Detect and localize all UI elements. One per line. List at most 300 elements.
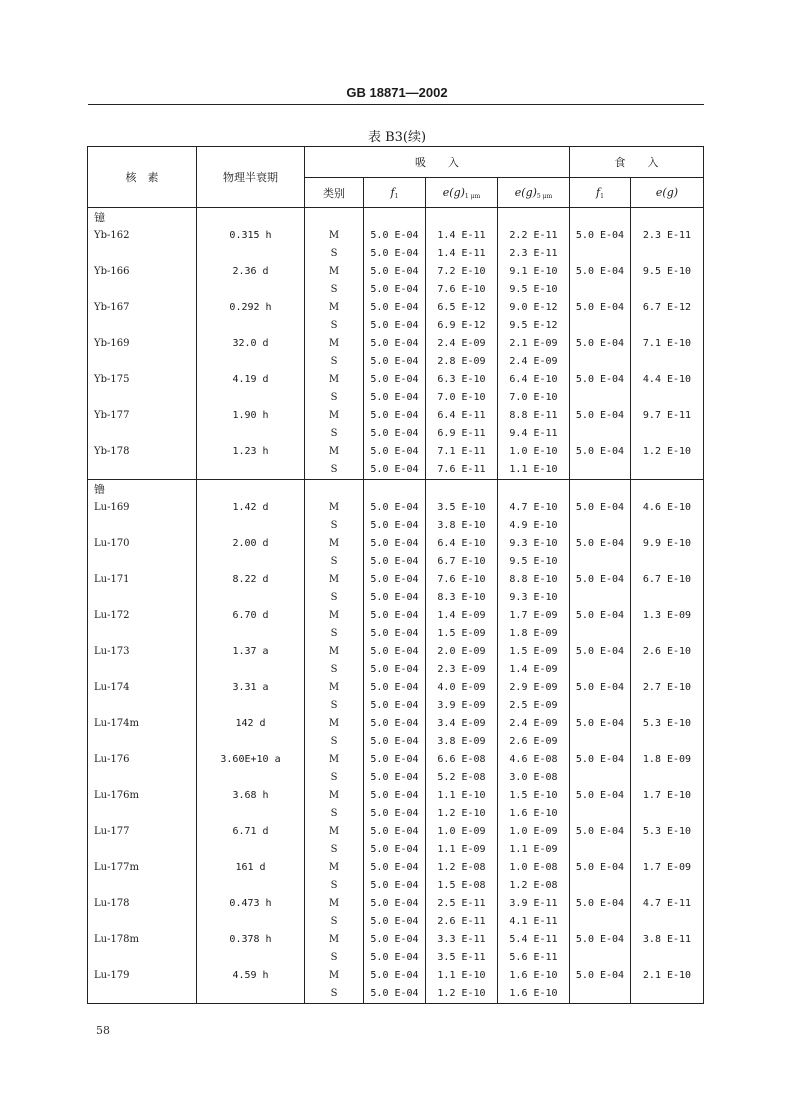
inhalation-eg-1um: 6.9 E-11 [426, 425, 498, 443]
empty-cell [197, 480, 305, 500]
inhalation-f1: 5.0 E-04 [364, 571, 426, 589]
ingestion-eg: 2.7 E-10 [631, 679, 704, 697]
absorption-class: S [305, 589, 364, 607]
ingestion-f1: 5.0 E-04 [570, 443, 631, 461]
empty-cell [498, 208, 570, 228]
half-life: 4.19 d [197, 371, 305, 389]
inhalation-f1: 5.0 E-04 [364, 895, 426, 913]
empty-cell [88, 769, 197, 787]
empty-cell [498, 480, 570, 500]
col-header-f1-inhalation [364, 178, 426, 208]
absorption-class: M [305, 643, 364, 661]
inhalation-f1: 5.0 E-04 [364, 517, 426, 535]
table-row [88, 679, 704, 697]
half-life: 142 d [197, 715, 305, 733]
nuclide-name: Lu-169 [88, 499, 197, 517]
ingestion-f1: 5.0 E-04 [570, 227, 631, 245]
inhalation-eg-5um: 9.5 E-12 [498, 317, 570, 335]
inhalation-f1: 5.0 E-04 [364, 461, 426, 480]
absorption-class: M [305, 335, 364, 353]
ingestion-eg: 1.7 E-10 [631, 787, 704, 805]
inhalation-eg-1um: 6.3 E-10 [426, 371, 498, 389]
ingestion-f1: 5.0 E-04 [570, 859, 631, 877]
inhalation-eg-1um: 6.9 E-12 [426, 317, 498, 335]
absorption-class: S [305, 281, 364, 299]
absorption-class: M [305, 823, 364, 841]
empty-cell [570, 697, 631, 715]
nuclide-name: Yb-177 [88, 407, 197, 425]
inhalation-eg-5um: 2.6 E-09 [498, 733, 570, 751]
inhalation-eg-5um: 9.4 E-11 [498, 425, 570, 443]
page-number: 58 [96, 1024, 110, 1037]
empty-cell [570, 913, 631, 931]
empty-cell [88, 877, 197, 895]
table-body [88, 208, 704, 1004]
nuclide-name: Lu-170 [88, 535, 197, 553]
absorption-class: M [305, 751, 364, 769]
table-row [88, 371, 704, 389]
table-row [88, 769, 704, 787]
ingestion-eg: 2.3 E-11 [631, 227, 704, 245]
inhalation-f1: 5.0 E-04 [364, 877, 426, 895]
inhalation-eg-5um: 1.5 E-09 [498, 643, 570, 661]
inhalation-eg-5um: 2.4 E-09 [498, 715, 570, 733]
empty-cell [88, 425, 197, 443]
inhalation-eg-5um: 8.8 E-11 [498, 407, 570, 425]
ingestion-eg: 5.3 E-10 [631, 823, 704, 841]
absorption-class: M [305, 931, 364, 949]
inhalation-eg-1um: 5.2 E-08 [426, 769, 498, 787]
ingestion-eg: 1.8 E-09 [631, 751, 704, 769]
nuclide-name: Lu-174m [88, 715, 197, 733]
absorption-class: M [305, 299, 364, 317]
inhalation-eg-5um: 5.6 E-11 [498, 949, 570, 967]
empty-cell [631, 281, 704, 299]
ingestion-eg: 6.7 E-10 [631, 571, 704, 589]
half-life: 32.0 d [197, 335, 305, 353]
inhalation-eg-5um: 3.0 E-08 [498, 769, 570, 787]
inhalation-eg-1um: 3.4 E-09 [426, 715, 498, 733]
inhalation-eg-5um: 1.4 E-09 [498, 661, 570, 679]
ingestion-eg: 9.7 E-11 [631, 407, 704, 425]
table-row [88, 263, 704, 281]
inhalation-f1: 5.0 E-04 [364, 227, 426, 245]
absorption-class: M [305, 535, 364, 553]
absorption-class: S [305, 245, 364, 263]
table-row [88, 841, 704, 859]
empty-cell [197, 985, 305, 1004]
absorption-class: S [305, 697, 364, 715]
table-row [88, 751, 704, 769]
f1-symbol: f [390, 185, 395, 199]
half-life: 8.22 d [197, 571, 305, 589]
half-life: 0.292 h [197, 299, 305, 317]
table-row [88, 895, 704, 913]
absorption-class: S [305, 353, 364, 371]
absorption-class: M [305, 607, 364, 625]
inhalation-eg-1um: 7.6 E-10 [426, 571, 498, 589]
table-row [88, 787, 704, 805]
inhalation-f1: 5.0 E-04 [364, 841, 426, 859]
empty-cell [305, 208, 364, 228]
empty-cell [88, 517, 197, 535]
empty-cell [570, 389, 631, 407]
empty-cell [631, 353, 704, 371]
empty-cell [570, 841, 631, 859]
absorption-class: S [305, 661, 364, 679]
nuclide-name: Lu-179 [88, 967, 197, 985]
empty-cell [631, 661, 704, 679]
inhalation-f1: 5.0 E-04 [364, 949, 426, 967]
inhalation-f1: 5.0 E-04 [364, 751, 426, 769]
inhalation-eg-1um: 1.2 E-08 [426, 859, 498, 877]
inhalation-eg-5um: 9.3 E-10 [498, 535, 570, 553]
eg-symbol: e(g) [514, 185, 537, 199]
inhalation-eg-5um: 4.7 E-10 [498, 499, 570, 517]
absorption-class: S [305, 425, 364, 443]
empty-cell [197, 425, 305, 443]
half-life: 2.00 d [197, 535, 305, 553]
half-life: 3.68 h [197, 787, 305, 805]
inhalation-eg-1um: 2.5 E-11 [426, 895, 498, 913]
absorption-class: M [305, 263, 364, 281]
half-life: 1.90 h [197, 407, 305, 425]
empty-cell [88, 949, 197, 967]
half-life: 0.378 h [197, 931, 305, 949]
empty-cell [631, 461, 704, 480]
col-header-class: 类别 [305, 178, 364, 208]
ingestion-f1: 5.0 E-04 [570, 263, 631, 281]
ingestion-eg: 9.5 E-10 [631, 263, 704, 281]
table-row [88, 389, 704, 407]
inhalation-eg-5um: 1.0 E-09 [498, 823, 570, 841]
nuclide-name: Yb-175 [88, 371, 197, 389]
absorption-class: S [305, 949, 364, 967]
empty-cell [88, 353, 197, 371]
inhalation-f1: 5.0 E-04 [364, 607, 426, 625]
inhalation-f1: 5.0 E-04 [364, 535, 426, 553]
inhalation-eg-1um: 6.7 E-10 [426, 553, 498, 571]
inhalation-eg-5um: 1.6 E-10 [498, 967, 570, 985]
eg-symbol: e(g) [442, 185, 465, 199]
absorption-class: S [305, 805, 364, 823]
ingestion-eg: 4.4 E-10 [631, 371, 704, 389]
inhalation-eg-1um: 6.4 E-10 [426, 535, 498, 553]
inhalation-f1: 5.0 E-04 [364, 281, 426, 299]
absorption-class: S [305, 389, 364, 407]
nuclide-name: Yb-162 [88, 227, 197, 245]
empty-cell [197, 661, 305, 679]
empty-cell [88, 389, 197, 407]
empty-cell [197, 589, 305, 607]
ingestion-f1: 5.0 E-04 [570, 823, 631, 841]
inhalation-eg-5um: 1.6 E-10 [498, 805, 570, 823]
inhalation-eg-5um: 1.7 E-09 [498, 607, 570, 625]
inhalation-f1: 5.0 E-04 [364, 697, 426, 715]
ingestion-f1: 5.0 E-04 [570, 371, 631, 389]
inhalation-eg-1um: 2.6 E-11 [426, 913, 498, 931]
nuclide-name: Yb-178 [88, 443, 197, 461]
ingestion-f1: 5.0 E-04 [570, 607, 631, 625]
inhalation-eg-5um: 5.4 E-11 [498, 931, 570, 949]
empty-cell [631, 733, 704, 751]
half-life: 1.23 h [197, 443, 305, 461]
inhalation-eg-5um: 1.0 E-08 [498, 859, 570, 877]
inhalation-f1: 5.0 E-04 [364, 715, 426, 733]
empty-cell [631, 805, 704, 823]
inhalation-eg-1um: 8.3 E-10 [426, 589, 498, 607]
empty-cell [631, 841, 704, 859]
half-life: 3.60E+10 a [197, 751, 305, 769]
col-header-eg-5um [498, 178, 570, 208]
absorption-class: S [305, 769, 364, 787]
inhalation-eg-5um: 6.4 E-10 [498, 371, 570, 389]
inhalation-eg-5um: 4.1 E-11 [498, 913, 570, 931]
empty-cell [197, 208, 305, 228]
nuclide-name: Lu-177 [88, 823, 197, 841]
empty-cell [570, 245, 631, 263]
empty-cell [570, 461, 631, 480]
table-row [88, 443, 704, 461]
table-row [88, 607, 704, 625]
empty-cell [570, 208, 631, 228]
empty-cell [631, 697, 704, 715]
inhalation-eg-1um: 4.0 E-09 [426, 679, 498, 697]
empty-cell [88, 697, 197, 715]
element-group-row [88, 208, 704, 228]
inhalation-f1: 5.0 E-04 [364, 661, 426, 679]
inhalation-f1: 5.0 E-04 [364, 679, 426, 697]
inhalation-eg-5um: 9.1 E-10 [498, 263, 570, 281]
col-header-half-life: 物理半衰期 [197, 147, 305, 208]
empty-cell [570, 553, 631, 571]
header-rule [88, 104, 704, 105]
ingestion-eg: 6.7 E-12 [631, 299, 704, 317]
inhalation-f1: 5.0 E-04 [364, 407, 426, 425]
inhalation-f1: 5.0 E-04 [364, 967, 426, 985]
empty-cell [197, 697, 305, 715]
ingestion-eg: 2.1 E-10 [631, 967, 704, 985]
inhalation-eg-1um: 7.1 E-11 [426, 443, 498, 461]
table-row [88, 913, 704, 931]
ingestion-f1: 5.0 E-04 [570, 407, 631, 425]
inhalation-eg-5um: 8.8 E-10 [498, 571, 570, 589]
empty-cell [88, 913, 197, 931]
ingestion-f1: 5.0 E-04 [570, 679, 631, 697]
inhalation-eg-1um: 6.6 E-08 [426, 751, 498, 769]
empty-cell [631, 589, 704, 607]
absorption-class: S [305, 985, 364, 1004]
document-header-title: GB 18871—2002 [346, 85, 448, 100]
ingestion-eg: 4.6 E-10 [631, 499, 704, 517]
inhalation-eg-1um: 2.3 E-09 [426, 661, 498, 679]
half-life: 1.37 a [197, 643, 305, 661]
absorption-class: M [305, 227, 364, 245]
inhalation-eg-1um: 3.8 E-09 [426, 733, 498, 751]
inhalation-eg-5um: 2.1 E-09 [498, 335, 570, 353]
inhalation-f1: 5.0 E-04 [364, 389, 426, 407]
half-life: 6.71 d [197, 823, 305, 841]
inhalation-eg-5um: 9.3 E-10 [498, 589, 570, 607]
inhalation-eg-5um: 2.5 E-09 [498, 697, 570, 715]
ingestion-eg: 5.3 E-10 [631, 715, 704, 733]
ingestion-f1: 5.0 E-04 [570, 643, 631, 661]
empty-cell [631, 913, 704, 931]
inhalation-f1: 5.0 E-04 [364, 823, 426, 841]
empty-cell [570, 281, 631, 299]
absorption-class: S [305, 733, 364, 751]
inhalation-f1: 5.0 E-04 [364, 499, 426, 517]
absorption-class: M [305, 859, 364, 877]
half-life: 161 d [197, 859, 305, 877]
table-row [88, 461, 704, 480]
inhalation-eg-1um: 1.4 E-09 [426, 607, 498, 625]
empty-cell [197, 353, 305, 371]
empty-cell [631, 517, 704, 535]
empty-cell [631, 317, 704, 335]
nuclide-name: Lu-174 [88, 679, 197, 697]
table-row [88, 805, 704, 823]
ingestion-eg: 2.6 E-10 [631, 643, 704, 661]
empty-cell [88, 805, 197, 823]
inhalation-eg-1um: 1.5 E-09 [426, 625, 498, 643]
inhalation-eg-1um: 6.4 E-11 [426, 407, 498, 425]
empty-cell [88, 553, 197, 571]
inhalation-f1: 5.0 E-04 [364, 553, 426, 571]
empty-cell [426, 208, 498, 228]
table-caption: 表 B3(续) [367, 130, 427, 145]
eg-1um-subscript: 1 μm [464, 192, 481, 200]
col-header-inhalation: 吸 入 [305, 147, 570, 178]
inhalation-eg-1um: 1.4 E-11 [426, 245, 498, 263]
empty-cell [570, 317, 631, 335]
absorption-class: S [305, 461, 364, 480]
half-life: 0.315 h [197, 227, 305, 245]
absorption-class: M [305, 967, 364, 985]
inhalation-eg-1um: 1.1 E-10 [426, 787, 498, 805]
element-group-row [88, 480, 704, 500]
table-row [88, 407, 704, 425]
empty-cell [197, 805, 305, 823]
nuclide-name: Yb-166 [88, 263, 197, 281]
table-row [88, 967, 704, 985]
empty-cell [631, 769, 704, 787]
empty-cell [570, 769, 631, 787]
inhalation-eg-1um: 3.9 E-09 [426, 697, 498, 715]
inhalation-f1: 5.0 E-04 [364, 425, 426, 443]
empty-cell [570, 517, 631, 535]
inhalation-eg-1um: 3.3 E-11 [426, 931, 498, 949]
absorption-class: M [305, 407, 364, 425]
empty-cell [197, 461, 305, 480]
ingestion-f1: 5.0 E-04 [570, 787, 631, 805]
table-row [88, 733, 704, 751]
absorption-class: M [305, 679, 364, 697]
inhalation-f1: 5.0 E-04 [364, 643, 426, 661]
inhalation-eg-5um: 1.8 E-09 [498, 625, 570, 643]
inhalation-eg-1um: 1.0 E-09 [426, 823, 498, 841]
ingestion-f1: 5.0 E-04 [570, 499, 631, 517]
nuclide-name: Lu-173 [88, 643, 197, 661]
absorption-class: M [305, 371, 364, 389]
empty-cell [570, 661, 631, 679]
absorption-class: M [305, 499, 364, 517]
table-row [88, 353, 704, 371]
half-life: 1.42 d [197, 499, 305, 517]
empty-cell [570, 949, 631, 967]
inhalation-f1: 5.0 E-04 [364, 353, 426, 371]
absorption-class: S [305, 625, 364, 643]
empty-cell [631, 389, 704, 407]
col-header-ingestion: 食 入 [570, 147, 704, 178]
empty-cell [631, 245, 704, 263]
table-row [88, 949, 704, 967]
inhalation-eg-1um: 1.2 E-10 [426, 805, 498, 823]
inhalation-eg-1um: 2.8 E-09 [426, 353, 498, 371]
inhalation-f1: 5.0 E-04 [364, 859, 426, 877]
empty-cell [570, 625, 631, 643]
empty-cell [88, 841, 197, 859]
half-life: 6.70 d [197, 607, 305, 625]
inhalation-eg-5um: 4.6 E-08 [498, 751, 570, 769]
inhalation-eg-1um: 3.8 E-10 [426, 517, 498, 535]
ingestion-f1: 5.0 E-04 [570, 299, 631, 317]
table-row [88, 317, 704, 335]
empty-cell [631, 625, 704, 643]
inhalation-eg-5um: 2.2 E-11 [498, 227, 570, 245]
inhalation-eg-5um: 9.5 E-10 [498, 281, 570, 299]
nuclide-name: Lu-171 [88, 571, 197, 589]
table-row [88, 589, 704, 607]
inhalation-f1: 5.0 E-04 [364, 787, 426, 805]
inhalation-eg-5um: 9.0 E-12 [498, 299, 570, 317]
inhalation-f1: 5.0 E-04 [364, 805, 426, 823]
ingestion-eg: 3.8 E-11 [631, 931, 704, 949]
table-row [88, 859, 704, 877]
half-life: 3.31 a [197, 679, 305, 697]
empty-cell [197, 245, 305, 263]
empty-cell [88, 625, 197, 643]
inhalation-eg-5um: 1.0 E-10 [498, 443, 570, 461]
table-row [88, 535, 704, 553]
inhalation-eg-5um: 1.6 E-10 [498, 985, 570, 1004]
half-life: 0.473 h [197, 895, 305, 913]
empty-cell [88, 245, 197, 263]
nuclide-name: Lu-176m [88, 787, 197, 805]
table-row [88, 823, 704, 841]
inhalation-eg-5um: 2.4 E-09 [498, 353, 570, 371]
inhalation-eg-1um: 1.2 E-10 [426, 985, 498, 1004]
table-row [88, 931, 704, 949]
table-row [88, 715, 704, 733]
inhalation-f1: 5.0 E-04 [364, 245, 426, 263]
table-row [88, 661, 704, 679]
inhalation-eg-1um: 2.4 E-09 [426, 335, 498, 353]
inhalation-eg-1um: 3.5 E-11 [426, 949, 498, 967]
absorption-class: S [305, 317, 364, 335]
empty-cell [570, 425, 631, 443]
empty-cell [197, 625, 305, 643]
table-row [88, 499, 704, 517]
inhalation-eg-1um: 7.6 E-11 [426, 461, 498, 480]
ingestion-eg: 1.2 E-10 [631, 443, 704, 461]
empty-cell [88, 985, 197, 1004]
empty-cell [631, 949, 704, 967]
absorption-class: M [305, 715, 364, 733]
ingestion-f1: 5.0 E-04 [570, 751, 631, 769]
absorption-class: M [305, 787, 364, 805]
inhalation-eg-5um: 4.9 E-10 [498, 517, 570, 535]
